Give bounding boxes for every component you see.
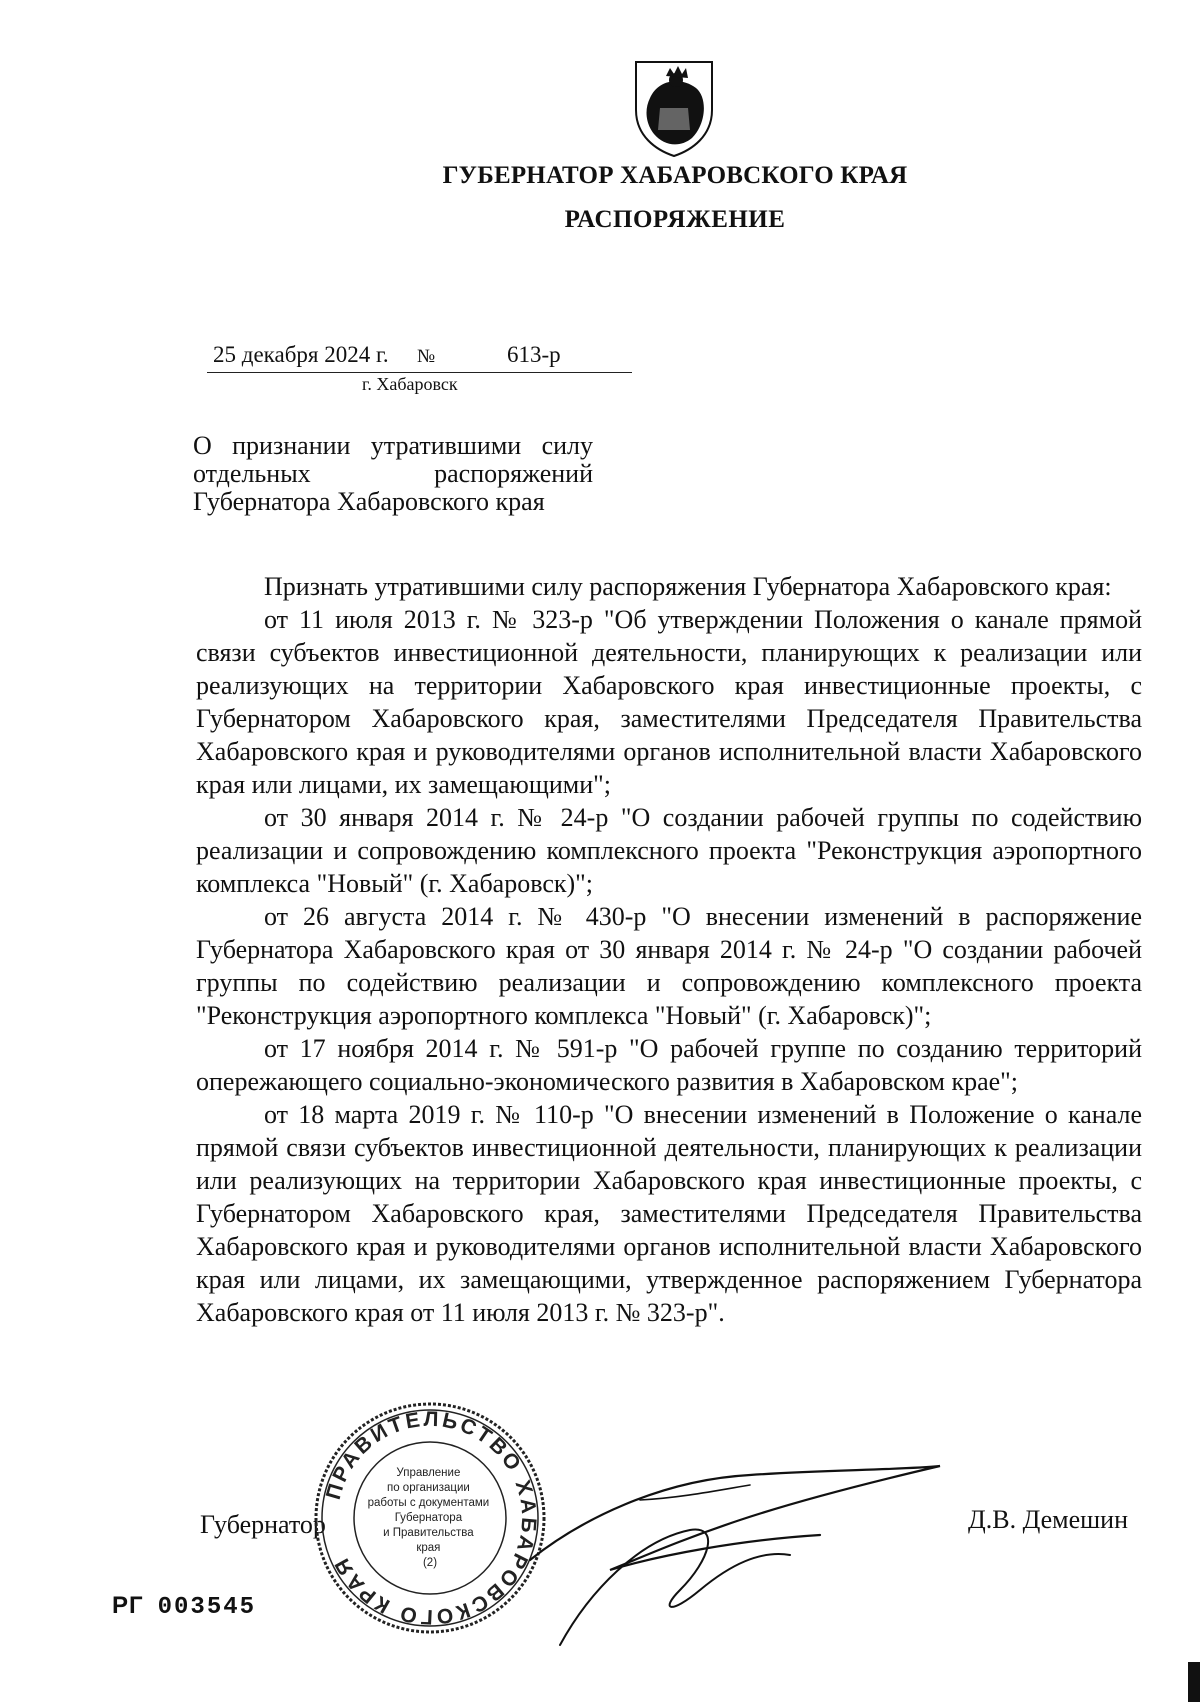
- date-number-line: [207, 342, 632, 373]
- body-paragraph: от 11 июля 2013 г. № 323-р "Об утверждении Положения о канале прямой связи субъектов инвестиционной деятельности, планирующих к реализации или реализующих на территории Хабаровского края инвестиционные проекты, с Губернатором Хабаровского края, заместителями Председателя Правительства Хабаровского края и руководителями органов исполнительной власти Хабаровского края или лицами, их замещающими";: [196, 605, 1142, 799]
- body-paragraph: от 17 ноября 2014 г. № 591-р "О рабочей группе по созданию территорий опережающего социально-экономического развития в Хабаровском крае";: [196, 1034, 1142, 1096]
- stamp-line: работы с документами: [367, 1497, 490, 1509]
- stamp-line: Управление: [396, 1467, 461, 1479]
- document-subject: [193, 432, 593, 516]
- coat-of-arms-icon: [630, 58, 718, 158]
- document-body: [196, 570, 1142, 1329]
- handwritten-signature: [520, 1440, 960, 1650]
- stamp-line: и Правительства: [383, 1527, 474, 1539]
- body-paragraph: от 18 марта 2019 г. № 110-р "О внесении изменений в Положение о канале прямой связи субъектов инвестиционной деятельности, планирующих к реализации или реализующих на территории Хабаровского края инвестиционные проекты, с Губернатором Хабаровского края, заместителями Председателя Правительства Хабаровского края и руководителями органов исполнительной власти Хабаровского края или лицами, их замещающими, утвержденное распоряжением Губернатора Хабаровского края от 11 июля 2013 г. № 323-р".: [196, 1100, 1142, 1327]
- body-paragraph: от 26 августа 2014 г. № 430-р "О внесении изменений в распоряжение Губернатора Хабаровского края от 30 января 2014 г. № 24-р "О создании рабочей группы по содействию реализации и сопровождению комплексного проекта "Реконструкция аэропортного комплекса "Новый" (г. Хабаровск)";: [196, 902, 1142, 1030]
- stamp-outer-text: ПРАВИТЕЛЬСТВО ХАБАРОВСКОГО КРАЯ: [321, 1407, 541, 1629]
- official-stamp: [310, 1398, 550, 1638]
- signatory-role: Губернатор: [200, 1510, 326, 1539]
- subject-line: Губернатора Хабаровского края: [193, 487, 545, 516]
- document-type: РАСПОРЯЖЕНИЕ: [564, 206, 786, 233]
- subject-line: отдельных распоряжений: [193, 459, 593, 488]
- registration-prefix: РГ: [112, 1592, 144, 1619]
- signatory-name: Д.В. Демешин: [968, 1505, 1129, 1534]
- document-city: г. Хабаровск: [362, 374, 458, 394]
- page-edge-mark: [1188, 1662, 1200, 1702]
- registration-code: 003545: [157, 1594, 257, 1621]
- document-date: 25 декабря 2024 г.: [213, 342, 389, 367]
- org-title: ГУБЕРНАТОР ХАБАРОВСКОГО КРАЯ: [442, 162, 908, 189]
- stamp-line: края: [416, 1542, 441, 1554]
- document-number: 613-р: [507, 342, 561, 367]
- stamp-line: (2): [422, 1557, 438, 1569]
- svg-text:Управление по организаци: [368, 1467, 493, 1569]
- body-paragraph: от 30 января 2014 г. № 24-р "О создании рабочей группы по содействию реализации и сопровождению комплексного проекта "Реконструкция аэропортного комплекса "Новый" (г. Хабаровск)";: [196, 803, 1142, 898]
- stamp-line: по организации: [386, 1482, 470, 1494]
- registration-number: [112, 1592, 256, 1621]
- body-paragraph: Признать утратившими силу распоряжения Губернатора Хабаровского края:: [264, 572, 1112, 601]
- stamp-line: Губернатора: [394, 1512, 463, 1524]
- number-label: №: [417, 346, 436, 367]
- subject-line: О признании утратившими силу: [193, 431, 593, 460]
